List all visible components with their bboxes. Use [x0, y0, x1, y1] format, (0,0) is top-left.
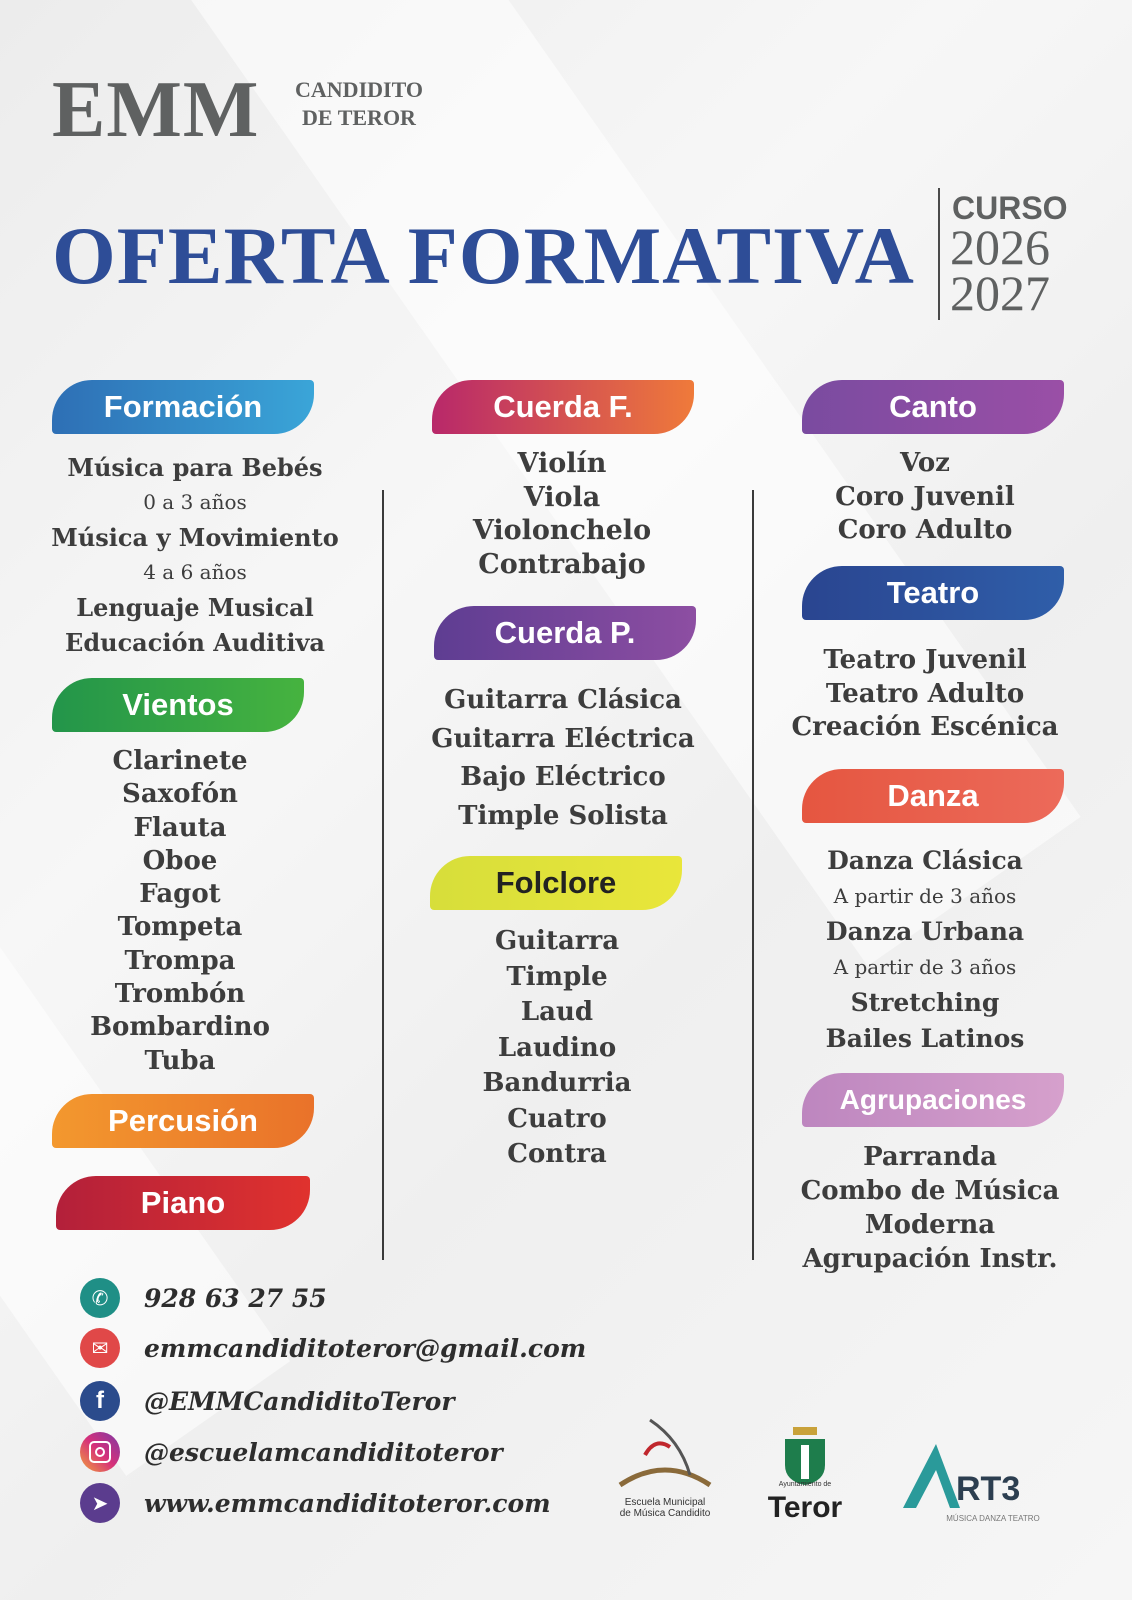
- list-item: Contrabajo: [478, 548, 646, 580]
- list-item: Cuatro: [507, 1103, 607, 1134]
- list-item: Bandurria: [482, 1068, 632, 1098]
- curso-year-1: 2026: [950, 219, 1050, 275]
- column-divider: [382, 490, 384, 1260]
- list-item: Bailes Latinos: [825, 1023, 1025, 1053]
- page-title: OFERTA FORMATIVA: [52, 210, 915, 301]
- list-item: Fagot: [139, 879, 221, 910]
- list-item: Oboe: [142, 845, 218, 876]
- tag-cuerda-p: Cuerda P.: [434, 606, 696, 660]
- tag-danza: Danza: [802, 769, 1064, 823]
- art3-subtitle: MÚSICA DANZA TEATRO: [946, 1514, 1040, 1523]
- tag-vientos: Vientos: [52, 678, 304, 732]
- list-item: Música para Bebés: [67, 453, 323, 482]
- ayuntamiento-logo: [765, 1425, 845, 1530]
- tag-piano: Piano: [56, 1176, 310, 1230]
- brand-sub-line-2: DE TEROR: [302, 105, 416, 130]
- list-item: Guitarra Clásica: [444, 685, 682, 715]
- ayuntamiento-name: Teror: [767, 1491, 843, 1524]
- list-item: Trombón: [114, 979, 246, 1010]
- list-item: Agrupación Instr.: [802, 1244, 1058, 1274]
- column-divider: [752, 490, 754, 1260]
- tag-folclore: Folclore: [430, 856, 682, 910]
- phone-text: 928 63 27 55: [144, 1283, 327, 1313]
- list-item: Bombardino: [90, 1012, 270, 1043]
- teror-crest-icon: [765, 1425, 845, 1487]
- list-item: Bajo Eléctrico: [460, 762, 666, 792]
- email-text: emmcandiditoteror@gmail.com: [144, 1333, 587, 1363]
- list-item: Tompeta: [117, 912, 243, 943]
- list-item: Trompa: [124, 945, 236, 976]
- list-item-note: 4 a 6 años: [143, 560, 247, 584]
- list-item: Tuba: [144, 1045, 216, 1076]
- escuela-line-1: Escuela Municipal: [624, 1497, 706, 1508]
- list-item: Coro Juvenil: [835, 481, 1015, 512]
- brand-name: EMM: [52, 66, 260, 154]
- list-item: Guitarra Eléctrica: [431, 723, 695, 754]
- art3-name: RT3: [956, 1470, 1021, 1508]
- list-item: Guitarra: [494, 926, 620, 956]
- list-teatro: [790, 644, 1060, 745]
- list-item: Violín: [517, 448, 607, 479]
- tag-agrupaciones: Agrupaciones: [802, 1073, 1064, 1127]
- list-item: Laud: [520, 997, 594, 1027]
- list-item: Timple: [506, 961, 608, 992]
- list-item-note: 0 a 3 años: [143, 490, 247, 514]
- escuela-logo-text: [610, 1497, 720, 1519]
- list-item: Parranda: [863, 1142, 997, 1172]
- list-item: Lenguaje Musical: [76, 593, 314, 622]
- list-item: Creación Escénica: [791, 712, 1059, 742]
- contact-phone[interactable]: [80, 1278, 327, 1318]
- list-item: Música y Movimiento: [51, 523, 339, 552]
- list-item: Teatro Juvenil: [823, 645, 1027, 675]
- escuela-line-2: de Música Candidito: [619, 1508, 711, 1519]
- contact-email[interactable]: [80, 1328, 586, 1368]
- curso-label: CURSO: [952, 190, 1068, 226]
- list-formacion: [40, 450, 350, 660]
- list-item: Moderna: [864, 1210, 996, 1240]
- ayuntamiento-small-text: Ayuntamiento de: [778, 1481, 832, 1488]
- list-agrupaciones: [790, 1140, 1070, 1276]
- list-vientos: [40, 745, 320, 1078]
- list-canto: [790, 447, 1060, 548]
- tag-teatro: Teatro: [802, 566, 1064, 620]
- list-item: Flauta: [133, 812, 227, 843]
- divider: [938, 188, 940, 320]
- list-item: Danza Clásica: [827, 846, 1023, 875]
- list-item: Educación Auditiva: [65, 628, 325, 657]
- list-item-note: A partir de 3 años: [833, 883, 1017, 908]
- tag-cuerda-f: Cuerda F.: [432, 380, 694, 434]
- facebook-icon: f: [80, 1381, 120, 1421]
- list-item: Teatro Adulto: [825, 678, 1025, 709]
- escuela-logo: [610, 1415, 720, 1525]
- list-item: Violonchelo: [472, 515, 652, 546]
- list-item: Danza Urbana: [825, 917, 1025, 946]
- email-icon: ✉: [80, 1328, 120, 1368]
- list-danza: [800, 843, 1050, 1056]
- list-item-note: A partir de 3 años: [833, 954, 1017, 979]
- list-item: Combo de Música: [800, 1176, 1060, 1206]
- brand-sub-line-1: CANDIDITO: [295, 77, 423, 102]
- curso-year-2: 2027: [950, 265, 1050, 321]
- web-text: www.emmcandiditoteror.com: [144, 1488, 551, 1518]
- tag-canto: Canto: [802, 380, 1064, 434]
- phone-icon: ✆: [80, 1278, 120, 1318]
- list-item: Viola: [523, 481, 601, 513]
- facebook-text: @EMMCandiditoTeror: [144, 1386, 455, 1416]
- tag-formacion: Formación: [52, 380, 314, 434]
- brand-logo: [52, 66, 423, 154]
- contact-facebook[interactable]: [80, 1381, 455, 1421]
- list-item: Coro Adulto: [837, 515, 1013, 545]
- list-item: Voz: [900, 448, 950, 478]
- list-item: Stretching: [850, 988, 1000, 1017]
- tag-percusion: Percusión: [52, 1094, 314, 1148]
- list-item: Timple Solista: [458, 800, 668, 831]
- list-cuerda-p: [412, 681, 714, 835]
- cursor-click-icon: ➤: [80, 1483, 120, 1523]
- list-item: Contra: [507, 1139, 607, 1169]
- contact-instagram[interactable]: [80, 1432, 503, 1472]
- list-item: Laudino: [497, 1032, 617, 1063]
- list-cuerda-f: [412, 447, 712, 581]
- escuela-logo-mark: [610, 1415, 720, 1495]
- instagram-text: @escuelamcandiditoteror: [144, 1437, 503, 1467]
- brand-subtitle: [284, 76, 434, 132]
- list-item: Clarinete: [112, 746, 248, 776]
- list-folclore: [412, 924, 702, 1173]
- contact-web[interactable]: [80, 1483, 551, 1523]
- list-item: Saxofón: [122, 779, 238, 810]
- art3-logo: [898, 1440, 1058, 1530]
- instagram-icon: [80, 1432, 120, 1472]
